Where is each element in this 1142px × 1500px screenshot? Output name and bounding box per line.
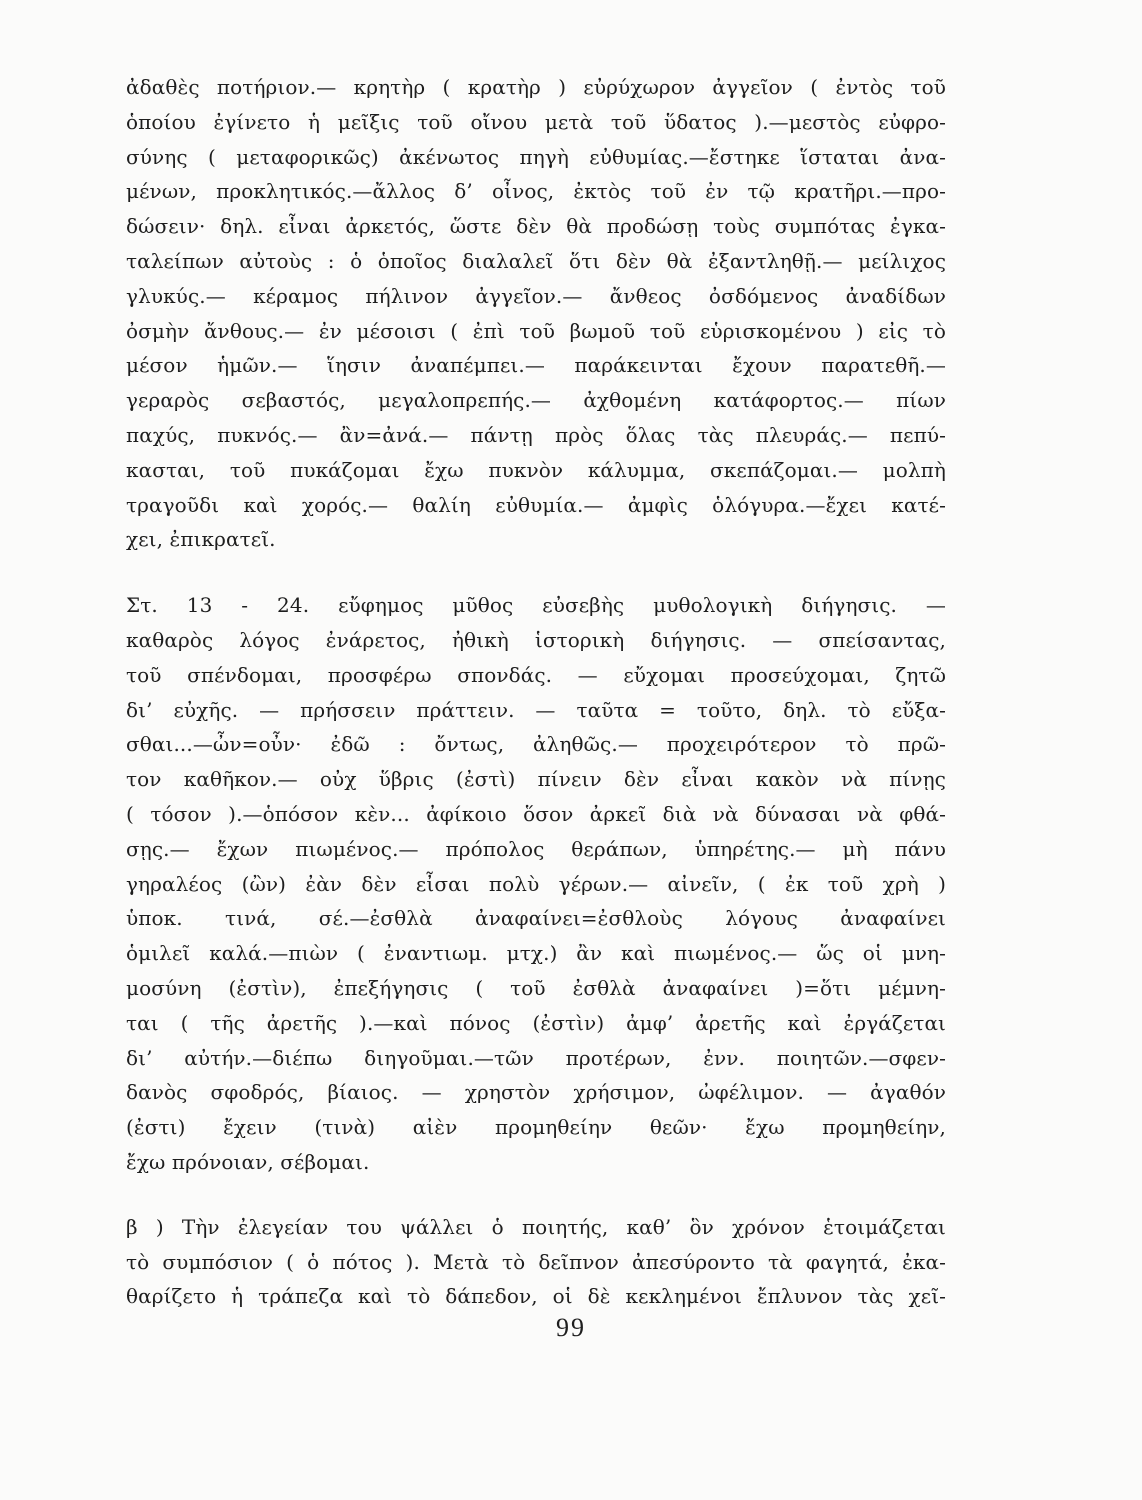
text-line: β ) Τὴν ἐλεγείαν του ψάλλει ὁ ποιητής, καθ’ ὃν χρόνον ἑτοιμάζεται (126, 1214, 946, 1239)
text-line: σῃς.— ἔχων πιωμένος.— πρόπολος θεράπων, ὑπηρέτης.— μὴ πάνυ (126, 836, 946, 861)
text-line: μέσον ἡμῶν.— ἵησιν ἀναπέμπει.— παράκεινται ἔχουν παρατεθῆ.— (126, 353, 946, 378)
page-number: 99 (556, 1313, 586, 1342)
text-line: ἔχω πρόνοιαν, σέβομαι. (126, 1149, 370, 1174)
text-line: ἀδαθὲς ποτήριον.— κρητὴρ ( κρατὴρ ) εὐρύχωρον ἀγγεῖον ( ἐντὸς τοῦ (126, 75, 946, 99)
text-line: παχύς, πυκνός.— ἂν=ἀνά.— πάντῃ πρὸς ὅλας τὰς πλευράς.— πεπύ- (126, 422, 946, 447)
text-line: τραγοῦδι καὶ χορός.— θαλίη εὐθυμία.— ἀμφὶς ὁλόγυρα.—ἔχει κατέ- (126, 492, 946, 517)
paragraph-gap (126, 557, 946, 588)
text-line: χει, ἐπικρατεῖ. (126, 527, 276, 552)
text-line: δανὸς σφοδρός, βίαιος. — χρηστὸν χρήσιμον, ὠφέλιμον. — ἀγαθόν (126, 1080, 946, 1105)
text-line: μοσύνη (ἐστὶν), ἐπεξήγησις ( τοῦ ἐσθλὰ ἀναφαίνει )=ὅτι μέμνη- (126, 975, 946, 1000)
text-line: ὁποίου ἐγίνετο ἡ μεῖξις τοῦ οἴνου μετὰ τοῦ ὕδατος ).—μεστὸς εὐφρο- (126, 109, 946, 134)
text-line: θαρίζετο ἡ τράπεζα καὶ τὸ δάπεδον, οἱ δὲ κεκλημένοι ἔπλυνον τὰς χεῖ- (126, 1284, 946, 1309)
text-line: γλυκύς.— κέραμος πήλινον ἀγγεῖον.— ἄνθεος ὀσδόμενος ἀναδίδων (126, 283, 946, 308)
text-line: μένων, προκλητικός.—ἄλλος δ’ οἶνος, ἐκτὸς τοῦ ἐν τῷ κρατῆρι.—προ- (126, 179, 946, 204)
text-line: τον καθῆκον.— οὐχ ὕβρις (ἐστὶ) πίνειν δὲν εἶναι κακὸν νὰ πίνῃς (126, 767, 946, 792)
text-line: ( τόσον ).—ὁπόσον κὲν... ἀφίκοιο ὅσον ἀρκεῖ διὰ νὰ δύνασαι νὰ φθά- (126, 801, 946, 826)
text-line: ται ( τῆς ἀρετῆς ).—καὶ πόνος (ἐστὶν) ἀμφ’ ἀρετῆς καὶ ἐργάζεται (126, 1010, 946, 1035)
text-line: ταλείπων αὐτοὺς : ὁ ὁποῖος διαλαλεῖ ὅτι δὲν θὰ ἐξαντληθῇ.— μείλιχος (126, 248, 946, 273)
text-line: κασται, τοῦ πυκάζομαι ἔχω πυκνὸν κάλυμμα, σκεπάζομαι.— μολπὴ (126, 457, 946, 482)
text-line: γηραλέος (ὢν) ἐὰν δὲν εἶσαι πολὺ γέρων.— αἰνεῖν, ( ἐκ τοῦ χρὴ ) (126, 871, 946, 896)
text-line: ὑποκ. τινά, σέ.—ἐσθλὰ ἀναφαίνει=ἐσθλοὺς λόγους ἀναφαίνει (126, 906, 946, 931)
text-line: σθαι...—ὦν=οὖν· ἐδῶ : ὄντως, ἀληθῶς.— προχειρότερον τὸ πρῶ- (126, 732, 946, 757)
text-line: (ἐστι) ἔχειν (τινὰ) αἰὲν προμηθείην θεῶν· ἔχω προμηθείην, (126, 1115, 946, 1140)
text-line: δι’ αὐτήν.—διέπω διηγοῦμαι.—τῶν προτέρων, ἐνν. ποιητῶν.—σφεν- (126, 1045, 946, 1070)
text-line: δι’ εὐχῆς. — πρήσσειν πράττειν. — ταῦτα = τοῦτο, δηλ. τὸ εὔξα- (126, 697, 946, 722)
page-body (126, 70, 946, 1314)
paragraph-gap (126, 1180, 946, 1210)
text-line: σύνης ( μεταφορικῶς) ἀκένωτος πηγὴ εὐθυμίας.—ἔστηκε ἵσταται ἀνα- (126, 144, 946, 169)
text-line: ὀσμὴν ἄνθους.— ἐν μέσοισι ( ἐπὶ τοῦ βωμοῦ τοῦ εὑρισκομένου ) εἰς τὸ (126, 318, 946, 343)
text-line: γεραρὸς σεβαστός, μεγαλοπρεπής.— ἀχθομένη κατάφορτος.— πίων (126, 388, 946, 413)
text-line: Στ. 13 - 24. εὔφημος μῦθος εὐσεβὴς μυθολογικὴ διήγησις. — (126, 593, 946, 618)
text-line: ὁμιλεῖ καλά.—πιὼν ( ἐναντιωμ. μτχ.) ἂν καὶ πιωμένος.— ὥς οἱ μνη- (126, 941, 946, 966)
text-line: δώσειν· δηλ. εἶναι ἀρκετός, ὥστε δὲν θὰ προδώσῃ τοὺς συμπότας ἐγκα- (126, 214, 946, 239)
text-line: τοῦ σπένδομαι, προσφέρω σπονδάς. — εὔχομαι προσεύχομαι, ζητῶ (126, 662, 946, 687)
paragraph-commentary-2 (126, 588, 946, 1180)
paragraph-commentary-1 (126, 70, 946, 557)
text-line: καθαρὸς λόγος ἐνάρετος, ἠθικὴ ἱστορικὴ διήγησις. — σπείσαντας, (126, 627, 946, 652)
text-line: τὸ συμπόσιον ( ὁ πότος ). Μετὰ τὸ δεῖπνον ἀπεσύροντο τὰ φαγητά, ἐκα- (126, 1249, 946, 1274)
paragraph-body (126, 1210, 946, 1314)
